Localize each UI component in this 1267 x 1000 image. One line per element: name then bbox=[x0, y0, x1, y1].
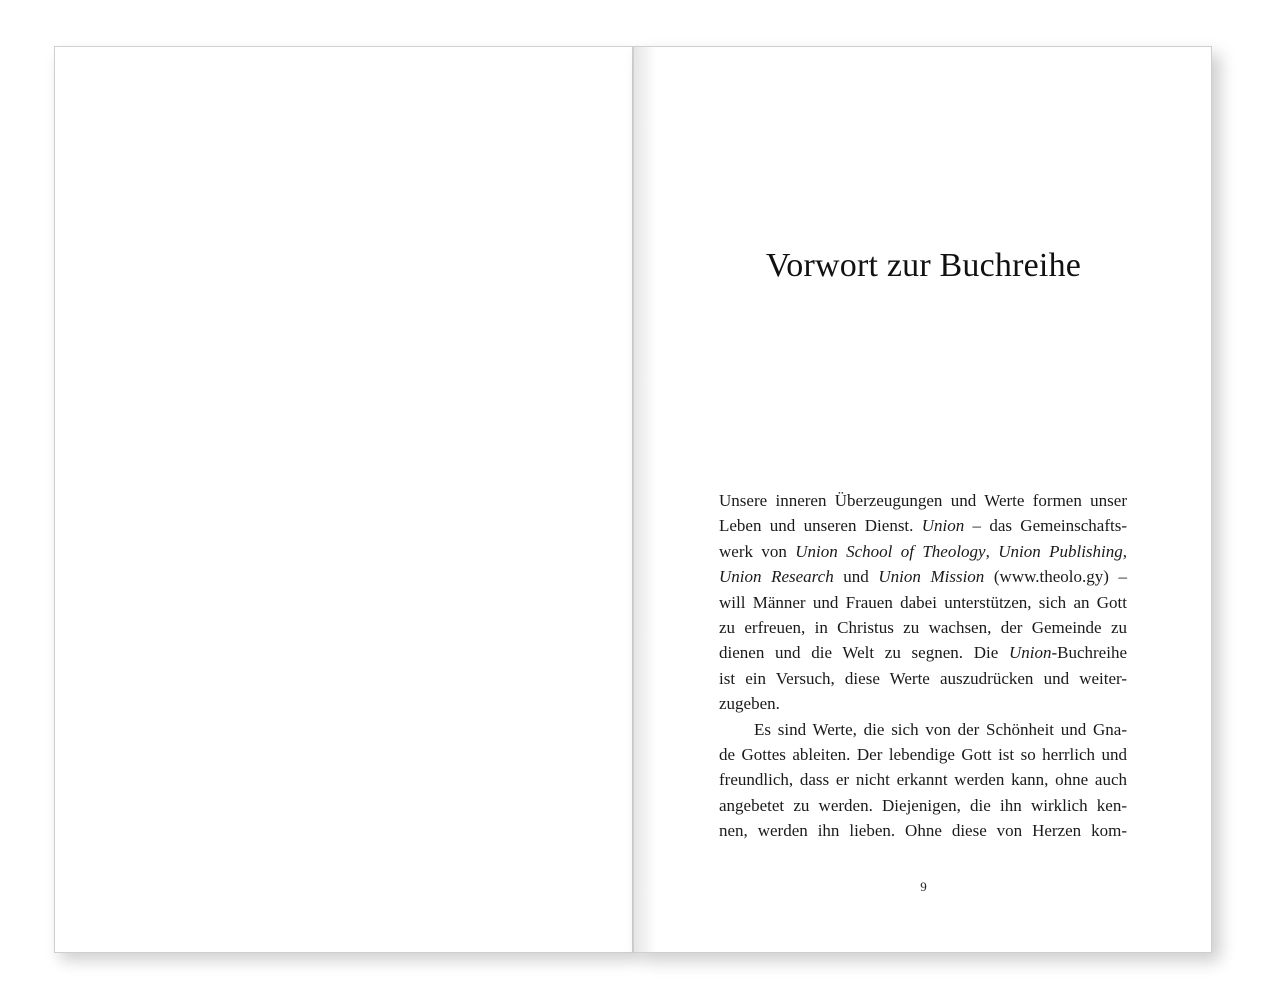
text-line: Es sind Werte, die sich von der Schönheit und Gna- bbox=[754, 719, 1127, 739]
text-line: dienen und die Welt zu segnen. Die Union-Buchreihe bbox=[719, 643, 1127, 663]
text-line: Union Research und Union Mission (www.theolo.gy) – bbox=[719, 567, 1127, 587]
text-line: werk von Union School of Theology, Union Publishing, bbox=[719, 541, 1128, 561]
text-line: Leben und unseren Dienst. Union – das Gemeinschafts- bbox=[719, 516, 1127, 536]
text-line: zugeben. bbox=[719, 694, 780, 714]
text-line: Unsere inneren Überzeugungen und Werte formen unser bbox=[719, 491, 1127, 510]
text-line: ist ein Versuch, diese Werte auszudrücken und weiter- bbox=[719, 668, 1127, 688]
right-page bbox=[633, 46, 1212, 953]
page-number: 9 bbox=[920, 879, 927, 894]
body-text bbox=[719, 488, 1127, 844]
book-spread bbox=[54, 46, 1212, 953]
text-line: will Männer und Frauen dabei unterstützen, sich an Gott bbox=[719, 592, 1127, 612]
text-line: angebetet zu werden. Diejenigen, die ihn wirklich ken- bbox=[719, 795, 1127, 815]
left-page bbox=[54, 46, 633, 953]
text-line: de Gottes ableiten. Der lebendige Gott ist so herrlich und bbox=[719, 745, 1127, 765]
text-line: zu erfreuen, in Christus zu wachsen, der Gemeinde zu bbox=[719, 618, 1127, 638]
chapter-title: Vorwort zur Buchreihe bbox=[765, 247, 1082, 284]
text-line: freundlich, dass er nicht erkannt werden kann, ohne auch bbox=[719, 770, 1127, 790]
text-line: nen, werden ihn lieben. Ohne diese von Herzen kom- bbox=[719, 821, 1127, 841]
gutter-shadow bbox=[634, 47, 656, 952]
